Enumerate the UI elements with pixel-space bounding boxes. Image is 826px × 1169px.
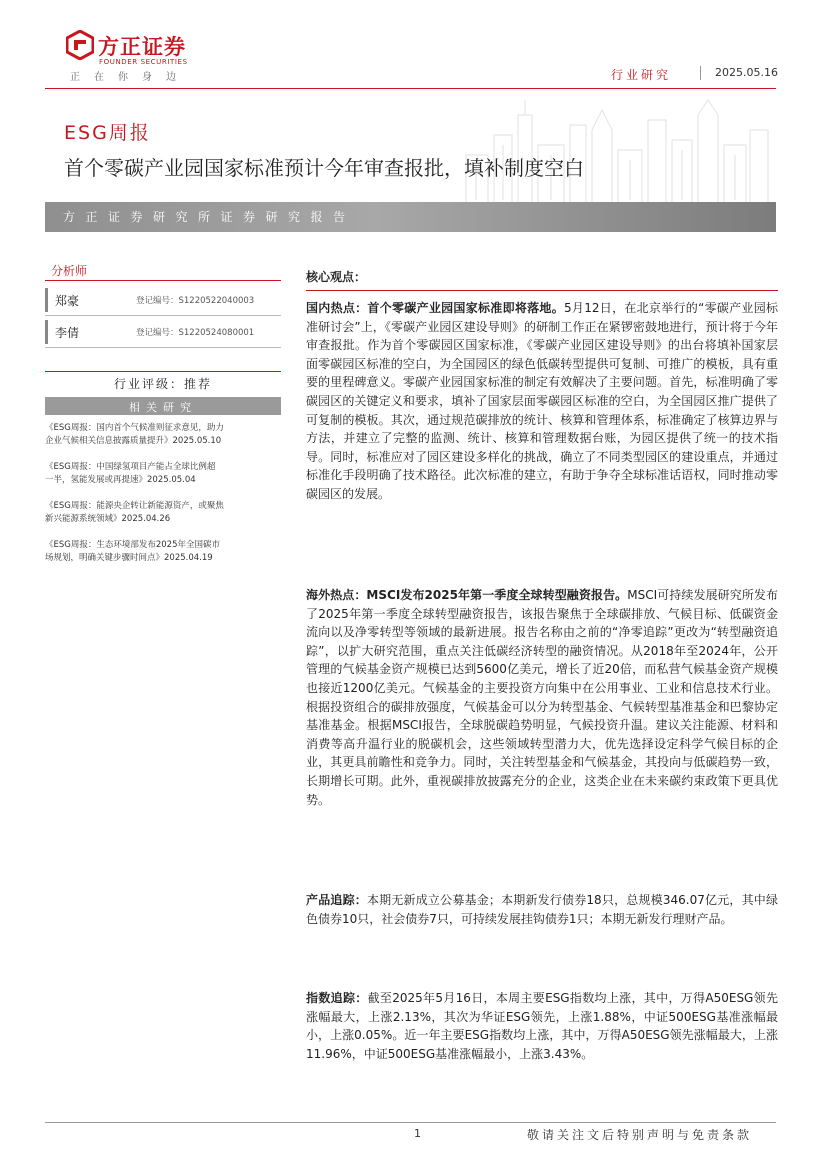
paragraph-body: MSCI可持续发展研究所发布了2025年第一季度全球转型融资报告，该报告聚焦于全球碳排放、气候目标、低碳资金流向以及净零转型等领域的最新进展。报告名称由之前的“净零追踪”更改为“转型融资追踪”，以扩大研究范围，重点关注低碳经济转型的融资情况。从2018年至2024年，公开管理的气候基金资产规模已达到5600亿美元，增长了近20倍，而私营气候基金资产规模也接近1200亿美元。气候基金的主要投资方向集中在公用事业、工业和信息技术行业。根据投资组合的碳排放强度，气候基金可以分为转型基金、气候转型基准基金和巴黎协定基准基金。根据MSCI报告，全球脱碳趋势明显，气候投资升温。建议关注能源、材料和消费等高升温行业的脱碳机会，这些领域转型潜力大，优先选择设定科学气候目标的企业，其更具前瞻性和竞争力。同时，关注转型基金和气候基金，其投向与低碳趋势一致，长期增长可期。此外，重视碳排放披露充分的企业，这类企业在未来碳约束政策下更具优势。 [306, 588, 779, 807]
related-report-line: 《ESG周报：能源央企转让新能源资产，或聚焦 [45, 501, 224, 511]
paragraph-body: 截至2025年5月16日，本周主要ESG指数均上涨，其中，万得A50ESG领先涨幅最大，上涨2.13%，其次为华证ESG领先，上涨1.88%，中证500ESG基准涨幅最小，上涨0.05%。近一年主要ESG指数均上涨，其中，万得A50ESG领先涨幅最大，上涨11.96%，中证500ESG基准涨幅最小，上涨3.43%。 [306, 991, 778, 1061]
report-category: 行业研究 [611, 68, 672, 82]
report-date: 2025.05.16 [715, 66, 778, 79]
related-report-link[interactable] [45, 422, 281, 448]
paragraph-body: 5月12日，在北京举行的“零碳产业园标准研讨会”上，《零碳产业园区建设导则》的研制工作正在紧锣密鼓地进行，预计将于今年审查报批。作为首个零碳园区国家标准，《零碳产业园区建设导则》的出台将填补国家层面零碳园区标准的空白，为全国园区的绿色低碳转型提供可复制、可推广的模板，具有重要的里程碑意义。零碳产业园国家标准的制定有效解决了主要问题。首先，标准明确了零碳园区的关键定义和要求，填补了国家层面零碳园区标准的空白，为全国园区推广提供了可复制的模板。其次，通过规范碳排放的统计、核算和管理体系，标准确定了核算边界与方法，并建立了完整的监测、统计、核算和管理数据台账，为园区提供了统一的技术指导。同时，标准应对了园区建设多样化的挑战，确立了不同类型园区的建设重点，并通过标准化手段明确了技术路径。此次标准的建立，有助于争夺全球标准话语权，同时推动零碳园区的发展。 [306, 301, 778, 501]
report-title: 首个零碳产业园国家标准预计今年审查报批，填补制度空白 [64, 156, 584, 180]
slogan: 正在你身边 [70, 72, 190, 83]
overseas-hotspot-paragraph [306, 586, 778, 809]
paragraph-lead: 产品追踪： [306, 893, 367, 907]
analyst-name: 李倩 [55, 326, 80, 340]
industry-rating [45, 371, 281, 393]
footer-rule [45, 1122, 776, 1123]
rating-text: 行业评级：推荐 [113, 377, 212, 391]
paragraph-lead: 指数追踪： [306, 991, 368, 1005]
index-tracking-paragraph [306, 989, 778, 1063]
paragraph-lead: 国内热点：首个零碳产业园国家标准即将落地。 [306, 301, 565, 315]
analyst-entry [45, 288, 281, 312]
analyst-registration: 登记编号：S1220522040003 [136, 296, 255, 306]
disclaimer-notice: 敬请关注文后特别声明与免责条款 [527, 1128, 753, 1142]
product-tracking-paragraph [306, 891, 778, 928]
analyst-divider [45, 315, 281, 316]
related-report-line: 《ESG周报：生态环境部发布2025年全国碳市 [45, 540, 220, 550]
analyst-heading: 分析师 [51, 264, 88, 278]
related-report-line: 新兴能源系统领域》2025.04.26 [45, 514, 171, 524]
analyst-registration: 登记编号：S1220524080001 [136, 328, 255, 338]
header-rule [45, 88, 776, 89]
logo-english-name: FOUNDER SECURITIES [99, 58, 188, 66]
paragraph-lead: 海外热点：MSCI发布2025年第一季度全球转型融资报告。 [306, 588, 628, 602]
related-report-line: 一半，氢能发展或再提速》2025.05.04 [45, 475, 196, 485]
founder-logo-icon [66, 30, 94, 60]
core-viewpoint-rule [306, 290, 778, 291]
core-viewpoint-label: 核心观点： [306, 270, 367, 284]
analyst-name: 郑豪 [55, 294, 80, 308]
related-report-line: 《ESG周报：国内首个气候准则征求意见，助力 [45, 423, 224, 433]
related-report-line: 企业气候相关信息披露质量提升》2025.05.10 [45, 436, 222, 446]
header-separator [700, 66, 701, 80]
related-report-link[interactable] [45, 539, 281, 565]
logo-chinese-name: 方正证券 [98, 35, 186, 59]
paragraph-body: 本期无新成立公募基金；本期新发行债券18只，总规模346.07亿元，其中绿色债券10只，社会债券7只，可持续发展挂钩债券1只；本期无新发行理财产品。 [306, 893, 778, 926]
related-research-heading [45, 397, 281, 415]
related-report-line: 《ESG周报：中国绿氢项目产能占全球比例超 [45, 462, 216, 472]
analyst-heading-rule [45, 280, 281, 281]
related-report-line: 场规划，明确关键步骤时间点》2025.04.19 [45, 553, 213, 563]
related-report-link[interactable] [45, 500, 281, 526]
page-number: 1 [414, 1127, 421, 1140]
analyst-entry [45, 320, 281, 344]
related-research-label: 相关研究 [129, 401, 197, 414]
related-report-link[interactable] [45, 461, 281, 487]
domestic-hotspot-paragraph [306, 299, 778, 504]
title-banner [45, 95, 776, 235]
analyst-divider [45, 347, 281, 348]
report-type: ESG周报 [64, 122, 151, 144]
institute-name: 方正证券研究所证券研究报告 [63, 210, 356, 224]
